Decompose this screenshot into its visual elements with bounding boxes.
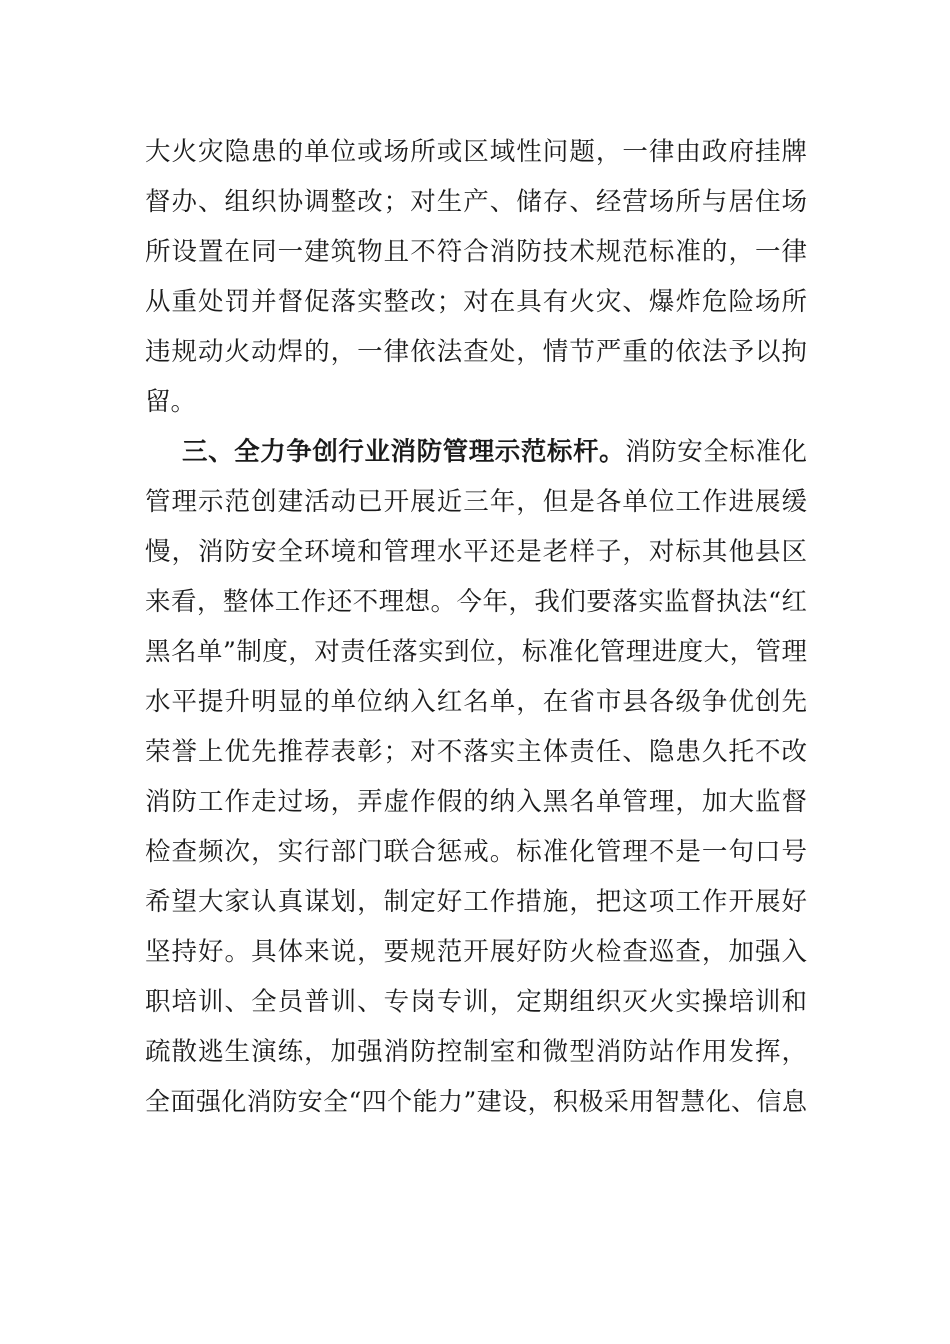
paragraph-line: 疏散逃生演练，加强消防控制室和微型消防站作用发挥， xyxy=(145,1037,807,1067)
paragraph-first-line xyxy=(145,427,807,477)
paragraph-line: 坚持好。具体来说，要规范开展好防火检查巡查，加强入 xyxy=(145,937,807,967)
paragraph-line: 水平提升明显的单位纳入红名单，在省市县各级争优创先 xyxy=(145,687,807,717)
paragraph-line: 黑名单”制度，对责任落实到位，标准化管理进度大，管理 xyxy=(145,637,807,667)
paragraph-line: 所设置在同一建筑物且不符合消防技术规范标准的，一律 xyxy=(145,237,807,267)
paragraph-hidden-hazards xyxy=(145,127,807,427)
paragraph-line: 来看，整体工作还不理想。今年，我们要落实监督执法“红 xyxy=(145,587,807,617)
paragraph-line: 管理示范创建活动已开展近三年，但是各单位工作进展缓 xyxy=(145,487,807,517)
paragraph-line: 全面强化消防安全“四个能力”建设，积极采用智慧化、信息 xyxy=(145,1087,807,1116)
paragraph-line: 违规动火动焊的，一律依法查处，情节严重的依法予以拘 xyxy=(145,337,807,367)
paragraph-demonstration-benchmark xyxy=(145,427,807,1127)
paragraph-line: 大火灾隐患的单位或场所或区域性问题，一律由政府挂牌 xyxy=(145,137,807,167)
section-heading: 三、全力争创行业消防管理示范标杆。 xyxy=(182,437,626,467)
heading-line-continuation: 消防安全标准化 xyxy=(625,437,807,467)
paragraph-line: 希望大家认真谋划，制定好工作措施，把这项工作开展好 xyxy=(145,887,807,917)
paragraph-line: 检查频次，实行部门联合惩戒。标准化管理不是一句口号 xyxy=(145,837,807,867)
paragraph-line: 消防工作走过场，弄虚作假的纳入黑名单管理，加大监督 xyxy=(145,787,807,817)
paragraph-line: 督办、组织协调整改；对生产、储存、经营场所与居住场 xyxy=(145,187,807,217)
paragraph-line: 荣誉上优先推荐表彰；对不落实主体责任、隐患久托不改 xyxy=(145,737,807,767)
paragraph-line: 职培训、全员普训、专岗专训，定期组织灭火实操培训和 xyxy=(145,987,807,1017)
document-body xyxy=(145,127,807,1127)
paragraph-line: 留。 xyxy=(145,387,197,417)
paragraph-line: 从重处罚并督促落实整改；对在具有火灾、爆炸危险场所 xyxy=(145,287,807,317)
paragraph-line: 慢，消防安全环境和管理水平还是老样子，对标其他县区 xyxy=(145,537,807,567)
